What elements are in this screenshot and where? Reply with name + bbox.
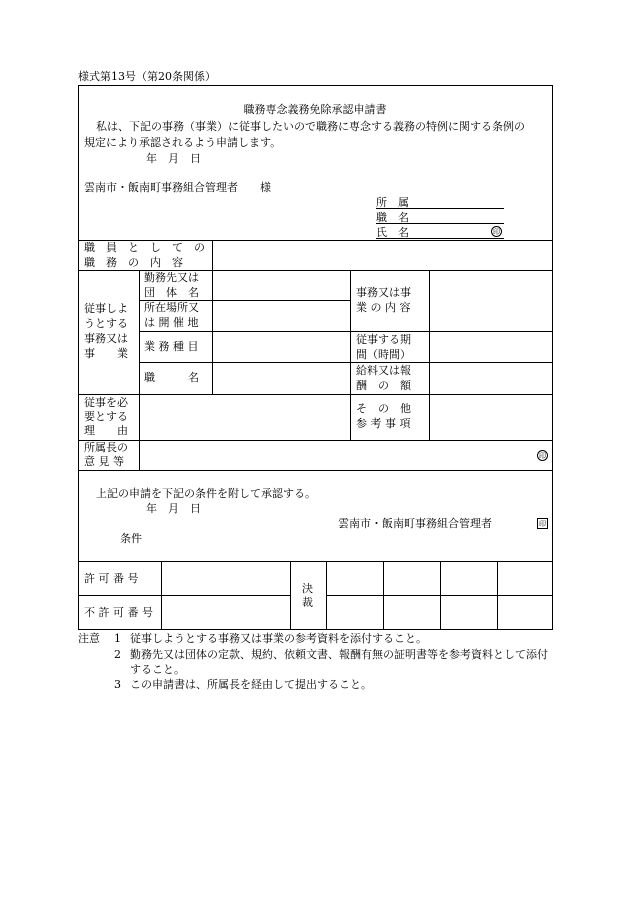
intro-line-2: 規定により承認されるよう申請します。	[84, 136, 282, 149]
line	[78, 595, 290, 596]
employer-label-2: 団 体 名	[144, 286, 199, 299]
line	[139, 362, 553, 363]
position-line	[376, 223, 504, 224]
form-frame	[78, 85, 553, 630]
line	[440, 561, 441, 630]
addressee: 雲南市・飯南町事務組合管理者 様	[84, 181, 271, 194]
line	[139, 331, 553, 332]
approval-date: 年 月 日	[146, 502, 201, 515]
notes-label: 注意	[78, 632, 100, 645]
approval-seal-mark: 印	[539, 520, 546, 528]
line	[161, 561, 162, 630]
approval-text: 上記の申請を下記の条件を附して承認する。	[96, 487, 316, 500]
chief-label-2: 意 見 等	[84, 455, 124, 468]
decision-label-1: 決	[302, 582, 313, 595]
chief-seal-mark: 印	[539, 452, 546, 460]
line	[78, 470, 553, 471]
reason-label-1: 従事を必	[84, 396, 128, 409]
application-date: 年 月 日	[146, 152, 201, 165]
duty-label-2: 職 務 の 内 容	[84, 256, 183, 269]
line	[78, 561, 553, 562]
engage-label-2: うとする	[84, 317, 128, 330]
reward-label-1: 給料又は報	[356, 364, 411, 377]
line	[139, 270, 140, 470]
form-number: 様式第13号（第20条関係）	[78, 70, 216, 83]
work-content-label-1: 事務又は事	[356, 286, 411, 299]
engage-label-3: 事務又は	[84, 332, 128, 345]
line	[212, 270, 213, 394]
line	[497, 561, 498, 630]
line	[383, 561, 384, 630]
approval-manager: 雲南市・飯南町事務組合管理者	[338, 517, 492, 530]
note-3-number: 3	[114, 678, 121, 691]
note-2-number: 2	[114, 648, 121, 661]
engage-label-1: 従事しよ	[84, 302, 128, 315]
name-line	[376, 238, 504, 239]
line	[290, 561, 291, 630]
period-label-2: 間（時間）	[356, 348, 411, 361]
line	[326, 561, 327, 630]
applicant-seal-mark: 印	[493, 228, 500, 236]
work-content-label-2: 業 の 内 容	[356, 301, 411, 314]
other-label-2: 参 考 事 項	[356, 417, 411, 430]
form-title: 職務専念義務免除承認申請書	[243, 103, 387, 116]
affiliation-line	[376, 208, 504, 209]
line	[429, 270, 430, 440]
affiliation-label: 所 属	[376, 196, 409, 209]
note-1-number: 1	[114, 632, 121, 645]
nonpermit-no-label: 不 許 可 番 号	[84, 606, 153, 619]
reason-label-2: 要とする	[84, 410, 128, 423]
note-2-text: 勤務先又は団体の定款、規約、依頼文書、報酬有無の証明書等を参考資料として添付すること。	[130, 648, 548, 676]
duty-label-1: 職 員 と し て の	[84, 241, 205, 254]
location-label-1: 所在場所又	[144, 301, 199, 314]
business-type-label: 業 務 種 目	[144, 340, 199, 353]
line	[78, 440, 553, 441]
reward-label-2: 酬 の 額	[356, 379, 411, 392]
period-label-1: 従事する期	[356, 333, 411, 346]
note-1-text: 従事しようとする事務又は事業の参考資料を添付すること。	[130, 632, 427, 645]
line	[350, 270, 351, 440]
line	[212, 240, 213, 270]
other-label-1: そ の 他	[356, 402, 411, 415]
name-label: 氏 名	[376, 226, 409, 239]
engage-label-4: 事 業	[84, 347, 128, 360]
approval-conditions: 条件	[120, 532, 142, 545]
reason-label-3: 理 由	[84, 424, 128, 437]
chief-label-1: 所属長の	[84, 441, 128, 454]
decision-label-2: 裁	[302, 596, 313, 609]
employer-label-1: 勤務先又は	[144, 271, 199, 284]
position-label: 職 名	[376, 211, 409, 224]
intro-line-1: 私は、下記の事務（事業）に従事したいので職務に専念する義務の特例に関する条例の	[96, 120, 525, 133]
note-3-text: この申請書は、所属長を経由して提出すること。	[130, 678, 372, 691]
permit-no-label: 許 可 番 号	[84, 572, 139, 585]
line	[78, 394, 553, 395]
location-label-2: は 開 催 地	[144, 316, 199, 329]
job-title-label: 職 名	[144, 371, 199, 384]
